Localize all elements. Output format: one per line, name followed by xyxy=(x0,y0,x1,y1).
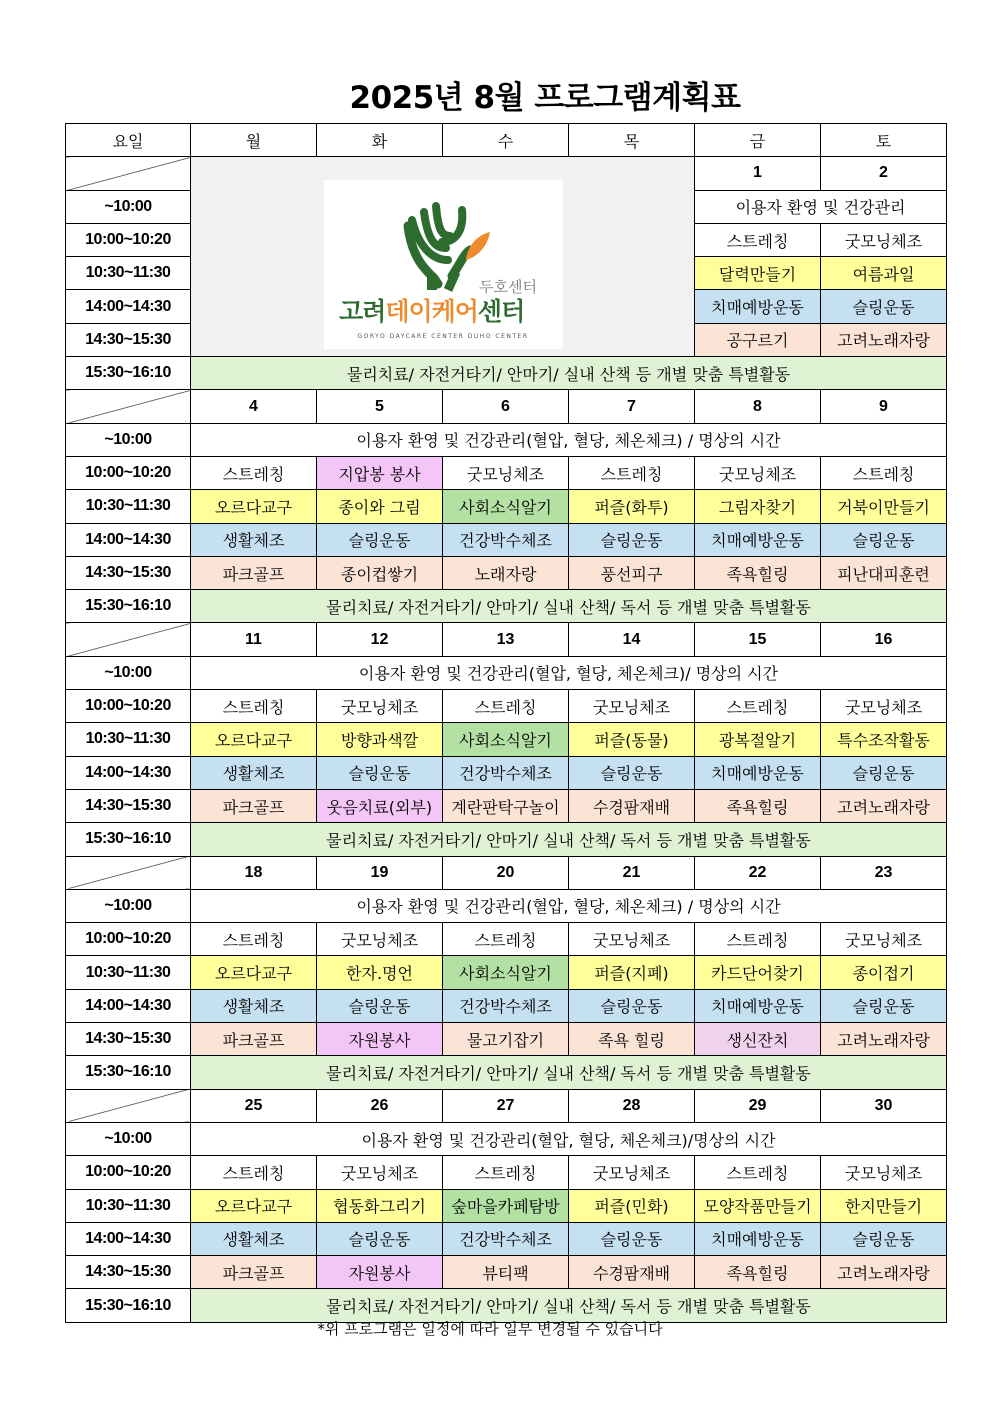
week5-slot2-row xyxy=(66,1189,947,1222)
activity-cell: 숲마을카페탐방 xyxy=(443,1189,569,1222)
activity-cell: 건강박수체조 xyxy=(443,756,569,789)
week3-slot2-row xyxy=(66,723,947,756)
activity-cell: 수경팜재배 xyxy=(569,1256,695,1289)
activity-cell: 사회소식알기 xyxy=(443,490,569,523)
date-cell: 20 xyxy=(443,856,569,889)
week5-slot1-row xyxy=(66,1156,947,1189)
date-cell: 21 xyxy=(569,856,695,889)
arrival-activity: 이용자 환영 및 건강관리(혈압, 혈당, 체온체크) / 명상의 시간 xyxy=(191,423,947,456)
activity-cell: 생활체조 xyxy=(191,756,317,789)
time-label: ~10:00 xyxy=(66,423,191,456)
activity-cell: 자원봉사 xyxy=(317,1256,443,1289)
date-cell: 15 xyxy=(695,623,821,656)
activity-cell: 슬링운동 xyxy=(821,523,947,556)
week1-slot5-row xyxy=(66,357,947,390)
week5-slot4-row xyxy=(66,1256,947,1289)
date-cell: 26 xyxy=(317,1089,443,1122)
week2-slot2-row xyxy=(66,490,947,523)
activity-cell: 웃음치료(외부) xyxy=(317,789,443,822)
week4-slot1-row xyxy=(66,923,947,956)
activity-cell: 건강박수체조 xyxy=(443,1222,569,1255)
week3-date-row xyxy=(66,623,947,656)
week3-arrival-row xyxy=(66,656,947,689)
activity-cell: 협동화그리기 xyxy=(317,1189,443,1222)
date-cell: 13 xyxy=(443,623,569,656)
time-label: 14:30~15:30 xyxy=(66,323,191,356)
diagonal-corner-cell xyxy=(66,856,191,889)
tree-hand-logo-icon xyxy=(324,180,563,349)
activity-cell: 건강박수체조 xyxy=(443,989,569,1022)
activity-cell: 방향과색깔 xyxy=(317,723,443,756)
week2-slot1-row xyxy=(66,456,947,489)
time-label: 10:30~11:30 xyxy=(66,956,191,989)
activity-cell: 굿모닝체조 xyxy=(317,1156,443,1189)
date-cell: 8 xyxy=(695,390,821,423)
activity-cell: 노래자랑 xyxy=(443,556,569,589)
activity-cell: 오르다교구 xyxy=(191,956,317,989)
time-label: 10:30~11:30 xyxy=(66,1189,191,1222)
activity-cell: 파크골프 xyxy=(191,1023,317,1056)
time-label: 10:30~11:30 xyxy=(66,723,191,756)
time-label: 15:30~16:10 xyxy=(66,1289,191,1322)
activity-cell: 굿모닝체조 xyxy=(569,1156,695,1189)
activity-cell: 고려노래자랑 xyxy=(821,789,947,822)
date-cell: 6 xyxy=(443,390,569,423)
special-activity: 물리치료/ 자전거타기/ 안마기/ 실내 산책/ 독서 등 개별 맞춤 특별활동 xyxy=(191,590,947,623)
activity-cell: 스트레칭 xyxy=(443,923,569,956)
activity-cell: 스트레칭 xyxy=(695,223,821,256)
week3-slot3-row xyxy=(66,756,947,789)
date-cell: 18 xyxy=(191,856,317,889)
activity-cell: 고려노래자랑 xyxy=(821,1256,947,1289)
activity-cell: 뷰티팩 xyxy=(443,1256,569,1289)
activity-cell: 파크골프 xyxy=(191,556,317,589)
time-label: ~10:00 xyxy=(66,889,191,922)
header-thu: 목 xyxy=(569,124,695,157)
activity-cell: 스트레칭 xyxy=(695,923,821,956)
week3-slot4-row xyxy=(66,789,947,822)
arrival-activity: 이용자 환영 및 건강관리(혈압, 혈당, 체온체크)/ 명상의 시간 xyxy=(191,656,947,689)
week2-slot3-row xyxy=(66,523,947,556)
time-label: 14:30~15:30 xyxy=(66,556,191,589)
diagonal-corner-cell xyxy=(66,1089,191,1122)
time-label: 15:30~16:10 xyxy=(66,1056,191,1089)
footnote: *위 프로그램은 일정에 따라 일부 변경될 수 있습니다 xyxy=(317,1320,663,1338)
activity-cell: 족욕힐링 xyxy=(695,789,821,822)
activity-cell: 치매예방운동 xyxy=(695,1222,821,1255)
week2-arrival-row xyxy=(66,423,947,456)
activity-cell: 굿모닝체조 xyxy=(317,690,443,723)
special-activity: 물리치료/ 자전거타기/ 안마기/ 실내 산책/ 독서 등 개별 맞춤 특별활동 xyxy=(191,1289,947,1322)
activity-cell: 피난대피훈련 xyxy=(821,556,947,589)
activity-cell: 생활체조 xyxy=(191,523,317,556)
activity-cell: 슬링운동 xyxy=(569,1222,695,1255)
activity-cell: 종이접기 xyxy=(821,956,947,989)
activity-cell: 모양작품만들기 xyxy=(695,1189,821,1222)
activity-cell: 슬링운동 xyxy=(569,756,695,789)
special-activity: 물리치료/ 자전거타기/ 안마기/ 실내 산책/ 독서 등 개별 맞춤 특별활동 xyxy=(191,1056,947,1089)
date-cell: 27 xyxy=(443,1089,569,1122)
activity-cell: 오르다교구 xyxy=(191,490,317,523)
time-label: 14:00~14:30 xyxy=(66,290,191,323)
activity-cell: 고려노래자랑 xyxy=(821,1023,947,1056)
activity-cell: 공구르기 xyxy=(695,323,821,356)
activity-cell: 족욕 힐링 xyxy=(569,1023,695,1056)
date-cell: 7 xyxy=(569,390,695,423)
time-label: 10:00~10:20 xyxy=(66,1156,191,1189)
header-fri: 금 xyxy=(695,124,821,157)
time-label: 14:30~15:30 xyxy=(66,1023,191,1056)
activity-cell: 스트레칭 xyxy=(191,690,317,723)
activity-cell: 치매예방운동 xyxy=(695,523,821,556)
activity-cell: 광복절알기 xyxy=(695,723,821,756)
time-label: 14:00~14:30 xyxy=(66,1222,191,1255)
week3-slot1-row xyxy=(66,690,947,723)
activity-cell: 스트레칭 xyxy=(443,690,569,723)
activity-cell: 사회소식알기 xyxy=(443,723,569,756)
activity-cell: 퍼즐(화투) xyxy=(569,490,695,523)
activity-cell: 지압봉 봉사 xyxy=(317,456,443,489)
activity-cell: 종이와 그림 xyxy=(317,490,443,523)
activity-cell: 슬링운동 xyxy=(821,989,947,1022)
arrival-activity: 이용자 환영 및 건강관리 xyxy=(695,190,947,223)
activity-cell: 종이컵쌓기 xyxy=(317,556,443,589)
date-cell: 12 xyxy=(317,623,443,656)
week5-date-row xyxy=(66,1089,947,1122)
header-sat: 토 xyxy=(821,124,947,157)
header-tue: 화 xyxy=(317,124,443,157)
activity-cell: 풍선피구 xyxy=(569,556,695,589)
activity-cell: 치매예방운동 xyxy=(695,290,821,323)
activity-cell: 굿모닝체조 xyxy=(821,223,947,256)
activity-cell: 스트레칭 xyxy=(191,1156,317,1189)
activity-cell: 굿모닝체조 xyxy=(569,923,695,956)
activity-cell: 슬링운동 xyxy=(317,1222,443,1255)
diagonal-corner-cell xyxy=(66,157,191,190)
diagonal-corner-cell xyxy=(66,623,191,656)
activity-cell: 여름과일 xyxy=(821,257,947,290)
header-row xyxy=(66,124,947,157)
week4-slot3-row xyxy=(66,989,947,1022)
time-label: 14:30~15:30 xyxy=(66,789,191,822)
activity-cell: 스트레칭 xyxy=(191,923,317,956)
diagonal-corner-cell xyxy=(66,390,191,423)
special-activity: 물리치료/ 자전거타기/ 안마기/ 실내 산책/ 독서 등 개별 맞춤 특별활동 xyxy=(191,823,947,856)
header-mon: 월 xyxy=(191,124,317,157)
activity-cell: 슬링운동 xyxy=(317,989,443,1022)
week4-slot4-row xyxy=(66,1023,947,1056)
week5-arrival-row xyxy=(66,1122,947,1155)
logo-cell xyxy=(191,157,695,357)
weekday-label-header: 요일 xyxy=(66,124,191,157)
activity-cell: 거북이만들기 xyxy=(821,490,947,523)
activity-cell: 치매예방운동 xyxy=(695,756,821,789)
activity-cell: 계란판탁구놀이 xyxy=(443,789,569,822)
time-label: 14:30~15:30 xyxy=(66,1256,191,1289)
week4-slot5-row xyxy=(66,1056,947,1089)
svg-text:두호센터: 두호센터 xyxy=(479,278,537,297)
date-cell: 14 xyxy=(569,623,695,656)
time-label: 10:00~10:20 xyxy=(66,223,191,256)
week2-date-row xyxy=(66,390,947,423)
activity-cell: 굿모닝체조 xyxy=(821,1156,947,1189)
date-cell: 28 xyxy=(569,1089,695,1122)
activity-cell: 오르다교구 xyxy=(191,723,317,756)
week4-arrival-row xyxy=(66,889,947,922)
date-cell: 29 xyxy=(695,1089,821,1122)
svg-text:고려데이케어센터: 고려데이케어센터 xyxy=(339,297,525,327)
week4-slot2-row xyxy=(66,956,947,989)
week1-date-row xyxy=(66,157,947,190)
activity-cell: 슬링운동 xyxy=(317,523,443,556)
activity-cell: 달력만들기 xyxy=(695,257,821,290)
time-label: ~10:00 xyxy=(66,1122,191,1155)
date-cell: 25 xyxy=(191,1089,317,1122)
date-cell: 30 xyxy=(821,1089,947,1122)
arrival-activity: 이용자 환영 및 건강관리(혈압, 혈당, 체온체크) / 명상의 시간 xyxy=(191,889,947,922)
svg-text:GORYO DAYCARE CENTER DUHO CENT: GORYO DAYCARE CENTER DUHO CENTER xyxy=(357,333,529,341)
date-cell: 1 xyxy=(695,157,821,190)
activity-cell: 굿모닝체조 xyxy=(317,923,443,956)
activity-cell: 굿모닝체조 xyxy=(443,456,569,489)
date-cell: 22 xyxy=(695,856,821,889)
activity-cell: 스트레칭 xyxy=(695,690,821,723)
schedule-table xyxy=(65,123,947,1323)
activity-cell: 슬링운동 xyxy=(821,756,947,789)
activity-cell: 물고기잡기 xyxy=(443,1023,569,1056)
activity-cell: 스트레칭 xyxy=(443,1156,569,1189)
activity-cell: 파크골프 xyxy=(191,789,317,822)
activity-cell: 생활체조 xyxy=(191,989,317,1022)
activity-cell: 스트레칭 xyxy=(191,456,317,489)
special-activity: 물리치료/ 자전거타기/ 안마기/ 실내 산책 등 개별 맞춤 특별활동 xyxy=(191,357,947,390)
week3-slot5-row xyxy=(66,823,947,856)
time-label: 10:00~10:20 xyxy=(66,690,191,723)
activity-cell: 족욕힐링 xyxy=(695,1256,821,1289)
week2-slot4-row xyxy=(66,556,947,589)
activity-cell: 굿모닝체조 xyxy=(821,923,947,956)
activity-cell: 치매예방운동 xyxy=(695,989,821,1022)
week4-date-row xyxy=(66,856,947,889)
activity-cell: 그림자찾기 xyxy=(695,490,821,523)
activity-cell: 퍼즐(지폐) xyxy=(569,956,695,989)
time-label: 10:00~10:20 xyxy=(66,923,191,956)
arrival-activity: 이용자 환영 및 건강관리(혈압, 혈당, 체온체크)/명상의 시간 xyxy=(191,1122,947,1155)
date-cell: 11 xyxy=(191,623,317,656)
activity-cell: 슬링운동 xyxy=(569,989,695,1022)
date-cell: 23 xyxy=(821,856,947,889)
activity-cell: 카드단어찾기 xyxy=(695,956,821,989)
activity-cell: 슬링운동 xyxy=(569,523,695,556)
activity-cell: 스트레칭 xyxy=(569,456,695,489)
activity-cell: 퍼즐(민화) xyxy=(569,1189,695,1222)
week2-slot5-row xyxy=(66,590,947,623)
time-label: 10:30~11:30 xyxy=(66,257,191,290)
activity-cell: 고려노래자랑 xyxy=(821,323,947,356)
date-cell: 4 xyxy=(191,390,317,423)
time-label: 14:00~14:30 xyxy=(66,756,191,789)
activity-cell: 굿모닝체조 xyxy=(821,690,947,723)
date-cell: 16 xyxy=(821,623,947,656)
date-cell: 5 xyxy=(317,390,443,423)
activity-cell: 생신잔치 xyxy=(695,1023,821,1056)
time-label: 15:30~16:10 xyxy=(66,590,191,623)
activity-cell: 수경팜재배 xyxy=(569,789,695,822)
activity-cell: 사회소식알기 xyxy=(443,956,569,989)
activity-cell: 족욕힐링 xyxy=(695,556,821,589)
time-label: ~10:00 xyxy=(66,190,191,223)
header-wed: 수 xyxy=(443,124,569,157)
activity-cell: 자원봉사 xyxy=(317,1023,443,1056)
activity-cell: 슬링운동 xyxy=(317,756,443,789)
time-label: 15:30~16:10 xyxy=(66,823,191,856)
activity-cell: 파크골프 xyxy=(191,1256,317,1289)
page-title: 2025년 8월 프로그램계획표 xyxy=(349,80,741,116)
activity-cell: 오르다교구 xyxy=(191,1189,317,1222)
date-cell: 2 xyxy=(821,157,947,190)
activity-cell: 슬링운동 xyxy=(821,290,947,323)
center-logo xyxy=(324,180,563,349)
time-label: 10:00~10:20 xyxy=(66,456,191,489)
time-label: ~10:00 xyxy=(66,656,191,689)
activity-cell: 한지만들기 xyxy=(821,1189,947,1222)
activity-cell: 한자.명언 xyxy=(317,956,443,989)
time-label: 10:30~11:30 xyxy=(66,490,191,523)
time-label: 14:00~14:30 xyxy=(66,989,191,1022)
time-label: 14:00~14:30 xyxy=(66,523,191,556)
date-cell: 9 xyxy=(821,390,947,423)
date-cell: 19 xyxy=(317,856,443,889)
activity-cell: 굿모닝체조 xyxy=(569,690,695,723)
activity-cell: 스트레칭 xyxy=(821,456,947,489)
activity-cell: 굿모닝체조 xyxy=(695,456,821,489)
activity-cell: 생활체조 xyxy=(191,1222,317,1255)
activity-cell: 특수조작활동 xyxy=(821,723,947,756)
week5-slot3-row xyxy=(66,1222,947,1255)
activity-cell: 슬링운동 xyxy=(821,1222,947,1255)
activity-cell: 스트레칭 xyxy=(695,1156,821,1189)
time-label: 15:30~16:10 xyxy=(66,357,191,390)
activity-cell: 건강박수체조 xyxy=(443,523,569,556)
activity-cell: 퍼즐(동물) xyxy=(569,723,695,756)
